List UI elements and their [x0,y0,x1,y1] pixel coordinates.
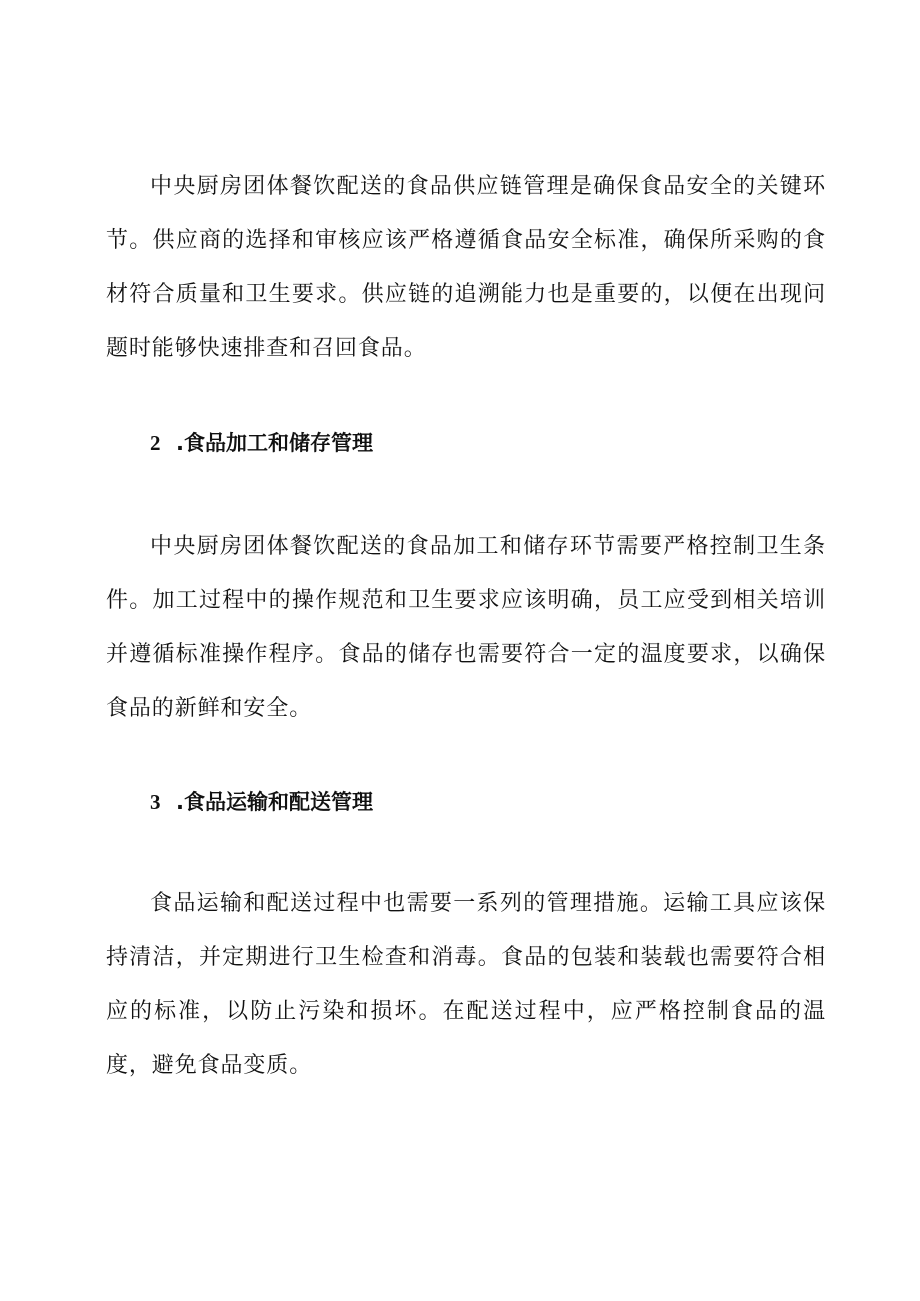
section-heading-processing-storage [150,428,373,458]
section-number: 2 [150,431,161,455]
paragraph-transport-delivery: 食品运输和配送过程中也需要一系列的管理措施。运输工具应该保持清洁，并定期进行卫生检查和消毒。食品的包装和装载也需要符合相应的标准，以防止污染和损坏。在配送过程中，应严格控制食品的温度，避免食品变质。 [106,891,826,1078]
section-title: .食品加工和储存管理 [176,431,373,455]
section-title: .食品运输和配送管理 [176,790,373,814]
paragraph-processing-storage: 中央厨房团体餐饮配送的食品加工和储存环节需要严格控制卫生条件。加工过程中的操作规范和卫生要求应该明确，员工应受到相关培训并遵循标准操作程序。食品的储存也需要符合一定的温度要求，以确保食品的新鲜和安全。 [106,534,826,721]
section-heading-transport-delivery [150,787,373,817]
paragraph-supply-chain: 中央厨房团体餐饮配送的食品供应链管理是确保食品安全的关键环节。供应商的选择和审核应该严格遵循食品安全标准，确保所采购的食材符合质量和卫生要求。供应链的追溯能力也是重要的，以便在出现问题时能够快速排查和召回食品。 [106,174,826,361]
section-number: 3 [150,790,161,814]
